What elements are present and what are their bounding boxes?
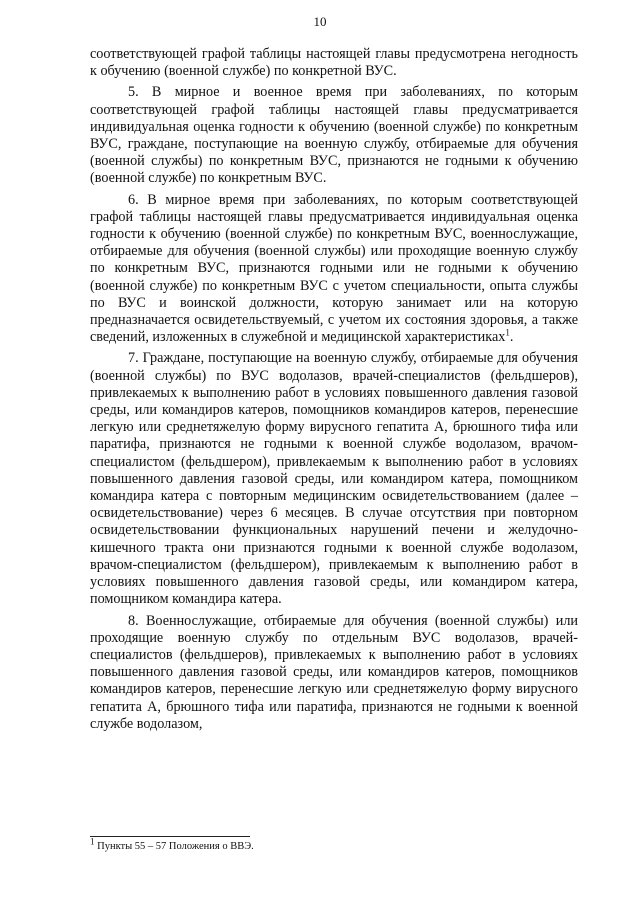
document-body <box>90 46 578 737</box>
footnote-reference: 1 <box>505 327 510 338</box>
footnote-marker: 1 <box>90 836 95 847</box>
footnote <box>90 836 570 853</box>
paragraph-continuation: соответствующей графой таблицы настоящей главы предусмотрена негодность к обучению (военной службе) по конкретной ВУС. <box>90 46 578 80</box>
paragraph-5: 5. В мирное и военное время при заболеваниях, по которым соответствующей графой таблицы настоящей главы предусматривается индивидуальная оценка годности к обучению (военной службе) по конкретным ВУС, граждане, поступающие на военную службу, отбираемые для обучения (военной службы) по конкретным ВУС, признаются не годными к обучению (военной службе) по конкретным ВУС. <box>90 84 578 187</box>
paragraph-8: 8. Военнослужащие, отбираемые для обучения (военной службы) или проходящие военную службу по отдельным ВУС водолазов, врачей-специалистов (фельдшеров), привлекаемых к выполнению работ в условиях повышенного давления газовой среды, или командиров катеров, помощников командиров катеров, перенесшие легкую или среднетяжелую форму вирусного гепатита А, брюшного тифа или паратифа, признаются не годными к военной службе водолазом, <box>90 612 578 732</box>
paragraph-6-text: 6. В мирное время при заболеваниях, по которым соответствующей графой таблицы настоящей главы предусматривается индивидуальная оценка годности к обучению (военной службе) по конкретным ВУС, военнослужащие, отбираемые для обучения (военной службы) или проходящие военную службу по конкретным ВУС, признаются годными или не годными к обучению (военной службе) по конкретным ВУС с учетом специальности, опыта службы по ВУС и воинской должности, которую занимает или на которую предназначается освидетельствуемый, с учетом их состояния здоровья, а также сведений, изложенных в служебной и медицинской характеристиках <box>90 191 578 346</box>
page-number: 10 <box>313 14 327 29</box>
paragraph-7: 7. Граждане, поступающие на военную службу, отбираемые для обучения (военной службы) по ВУС водолазов, врачей-специалистов (фельдшеров), привлекаемых к выполнению работ в условиях повышенного давления газовой среды, или командиров катеров, помощников командиров катеров, перенесшие легкую или среднетяжелую форму вирусного гепатита А, брюшного тифа или паратифа, признаются не годными к военной службе водолазом, врачом-специалистом (фельдшером), привлекаемым к выполнению работ в условиях повышенного давления газовой среды, или командиром катера, помощником командира катера с повторным медицинским освидетельствованием (далее – освидетельствование) через 6 месяцев. В случае отсутствия при повторном освидетельствовании функциональных нарушений печени и желудочно-кишечного тракта они признаются годными к военной службе водолазом, врачом-специалистом (фельдшером), привлекаемым к выполнению работ в условиях повышенного давления газовой среды, или командиром катера, помощником командира катера. <box>90 350 578 608</box>
footnote-text: Пункты 55 – 57 Положения о ВВЭ. <box>97 841 254 852</box>
footnote-divider <box>90 836 250 837</box>
paragraph-6: 6. В мирное время при заболеваниях, по которым соответствующей графой таблицы настоящей главы предусматривается индивидуальная оценка годности к обучению (военной службе) по конкретным ВУС, военнослужащие, отбираемые для обучения (военной службы) или проходящие военную службу по конкретным ВУС, признаются годными или не годными к обучению (военной службе) по конкретным ВУС с учетом специальности, опыта службы по ВУС и воинской должности, которую занимает или на которую предназначается освидетельствуемый, с учетом их состояния здоровья, а также сведений, изложенных в служебной и медицинской характеристиках$^1$. <box>90 191 578 346</box>
